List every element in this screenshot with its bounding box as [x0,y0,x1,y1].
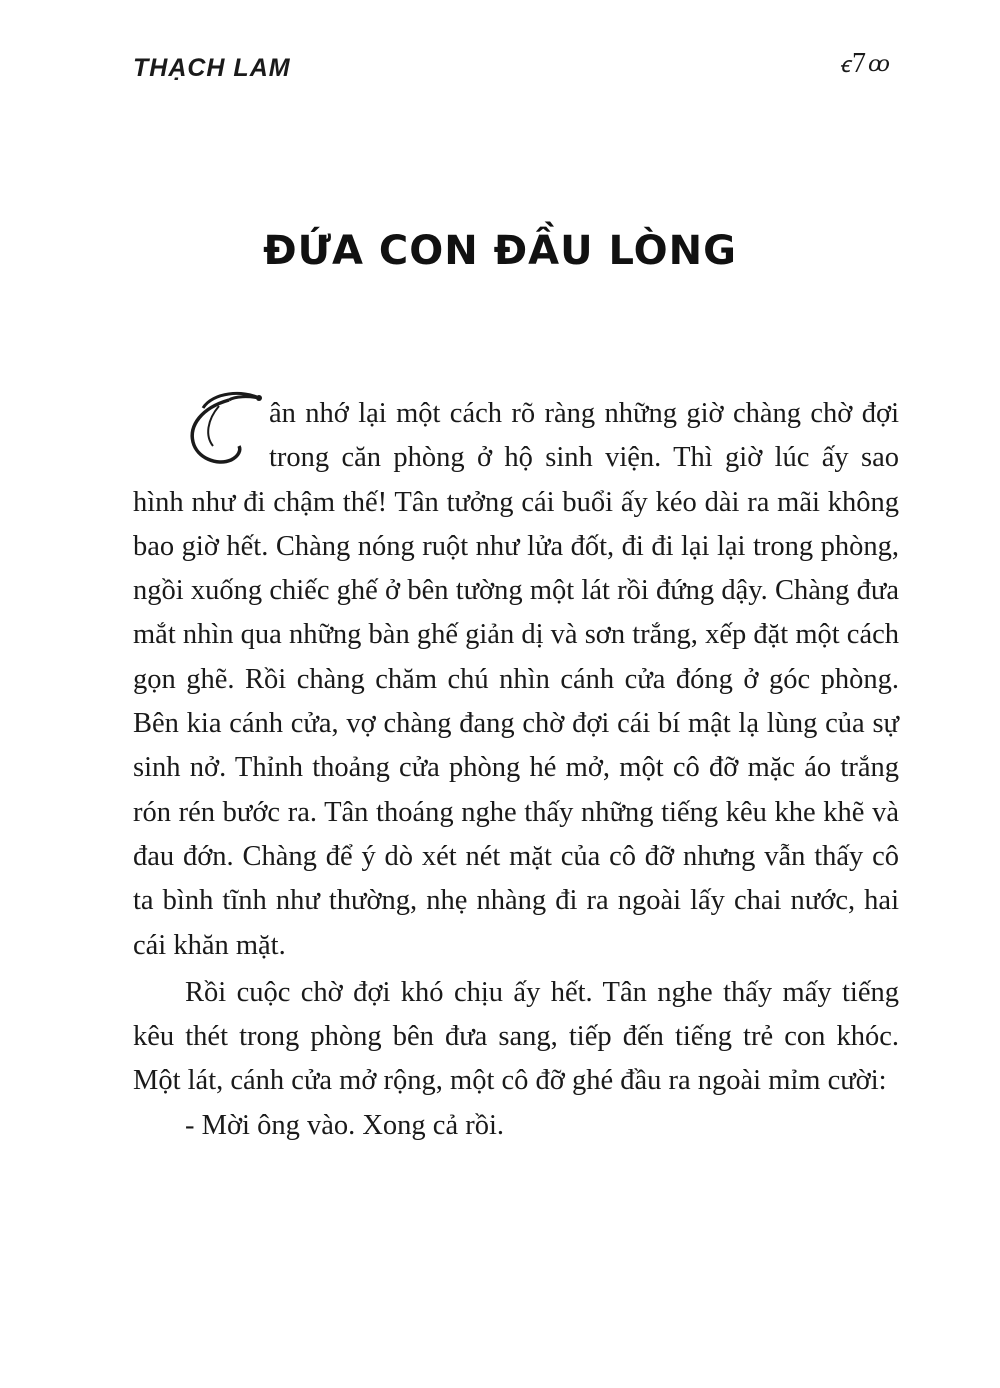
paragraph-2: Rồi cuộc chờ đợi khó chịu ấy hết. Tân nghe thấy mấy tiếng kêu thét trong phòng bên đưa sang, tiếp đến tiếng trẻ con khóc. Một lát, cánh cửa mở rộng, một cô đỡ ghé đầu ra ngoài mỉm cười: [133,976,899,1097]
dialogue-line: - Mời ông vào. Xong cả rồi. [185,1109,505,1141]
drop-cap [133,394,261,476]
running-head: THẠCH LAM [133,54,291,82]
drop-cap-glyph [183,386,263,470]
page-number-group [839,48,890,80]
chapter-title: ĐỨA CON ĐẦU LÒNG [263,228,737,274]
page-number: 7 [852,48,867,79]
body-text [133,392,899,1148]
ornament-left-icon: ꞓ [839,53,851,78]
ornament-right-icon: ꝏ [868,51,890,77]
paragraph-1 [133,392,899,968]
paragraph-1-text: ân nhớ lại một cách rõ ràng những giờ chàng chờ đợi trong căn phòng ở hộ sinh viện. Thì giờ lúc ấy sao hình như đi chậm thế! Tân tưởng cái buổi ấy kéo dài ra mãi không bao giờ hết. Chàng nóng ruột như lửa đốt, đi đi lại lại trong phòng, ngồi xuống chiếc ghế ở bên tường một lát rồi đứng dậy. Chàng đưa mắt nhìn qua những bàn ghế giản dị và sơn trắng, xếp đặt một cách gọn ghẽ. Rồi chàng chăm chú nhìn cánh cửa đóng ở góc phòng. Bên kia cánh cửa, vợ chàng đang chờ đợi cái bí mật lạ lùng của sự sinh nở. Thỉnh thoảng cửa phòng hé mở, một cô đỡ mặc áo trắng rón rén bước ra. Tân thoáng nghe thấy những tiếng kêu khe khẽ và đau đớn. Chàng để ý dò xét nét mặt của cô đỡ nhưng vẫn thấy cô ta bình tĩnh như thường, nhẹ nhàng đi ra ngoài lấy chai nước, hai cái khăn mặt. [133,398,899,961]
